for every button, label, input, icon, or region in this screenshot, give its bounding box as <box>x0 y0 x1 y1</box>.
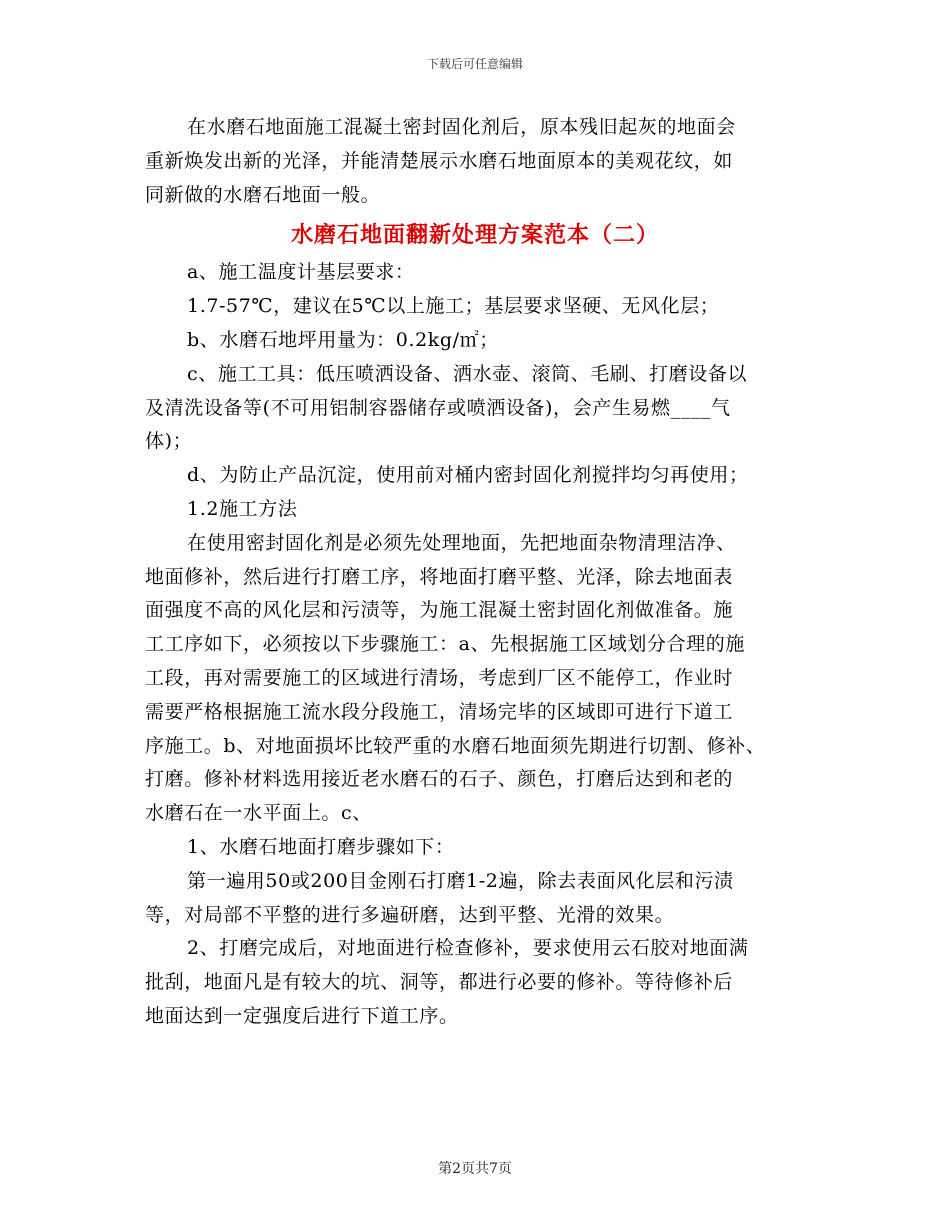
body-line: 工工序如下，必须按以下步骤施工：a、先根据施工区域划分合理的施 <box>145 633 745 656</box>
body-line: 1.2施工方法 <box>187 497 298 520</box>
body-line: 序施工。b、对地面损坏比较严重的水磨石地面须先期进行切割、修补、 <box>145 734 766 757</box>
page-header: 下载后可任意编辑 <box>426 57 523 71</box>
body-line: 面强度不高的风化层和污渍等，为施工混凝土密封固化剂做准备。施 <box>145 599 734 622</box>
intro-line: 在水磨石地面施工混凝土密封固化剂后，原本残旧起灰的地面会 <box>187 116 736 138</box>
body-line: 1、水磨石地面打磨步骤如下： <box>187 835 455 858</box>
body-line: b、水磨石地坪用量为：0.2kg/㎡； <box>187 328 499 351</box>
page-footer: 第2页共7页 <box>438 1161 512 1177</box>
document-body <box>145 111 805 1034</box>
body-line: c、施工工具：低压喷洒设备、洒水壶、滚筒、毛刷、打磨设备以 <box>187 362 748 385</box>
intro-line: 重新焕发出新的光泽，并能清楚展示水磨石地面原本的美观花纹，如 <box>145 149 734 172</box>
body-line: 第一遍用50或200目金刚石打磨1-2遍，除去表面风化层和污渍 <box>187 869 734 892</box>
body-line: 1.7-57℃，建议在5℃以上施工；基层要求坚硬、无风化层； <box>187 295 720 318</box>
body-line: 水磨石在一水平面上。c、 <box>145 802 372 825</box>
section-title: 水磨石地面翻新处理方案范本（二） <box>290 222 659 249</box>
body-line: 2、打磨完成后，对地面进行检查修补，要求使用云石胶对地面满 <box>187 937 749 960</box>
body-line: a、施工温度计基层要求： <box>187 261 415 284</box>
body-line: 地面达到一定强度后进行下道工序。 <box>145 1004 459 1027</box>
body-line: 等，对局部不平整的进行多遍研磨，达到平整、光滑的效果。 <box>145 903 675 926</box>
body-line: 地面修补，然后进行打磨工序，将地面打磨平整、光泽，除去地面表 <box>145 565 734 588</box>
body-line: 批刮，地面凡是有较大的坑、洞等，都进行必要的修补。等待修补后 <box>145 971 734 994</box>
body-line: 打磨。修补材料选用接近老水磨石的石子、颜色，打磨后达到和老的 <box>145 768 734 791</box>
body-line: d、为防止产品沉淀，使用前对桶内密封固化剂搅拌均匀再使用； <box>187 464 749 487</box>
body-line: 体)； <box>145 430 193 453</box>
body-line: 及清洗设备等(不可用铝制容器储存或喷洒设备)，会产生易燃____气 <box>145 396 731 419</box>
body-line: 工段，再对需要施工的区域进行清场，考虑到厂区不能停工，作业时 <box>145 666 734 689</box>
body-line: 在使用密封固化剂是必须先处理地面，先把地面杂物清理洁净、 <box>187 531 736 554</box>
intro-line: 同新做的水磨石地面一般。 <box>145 183 381 206</box>
body-line: 需要严格根据施工流水段分段施工，清场完毕的区域即可进行下道工 <box>145 700 734 723</box>
